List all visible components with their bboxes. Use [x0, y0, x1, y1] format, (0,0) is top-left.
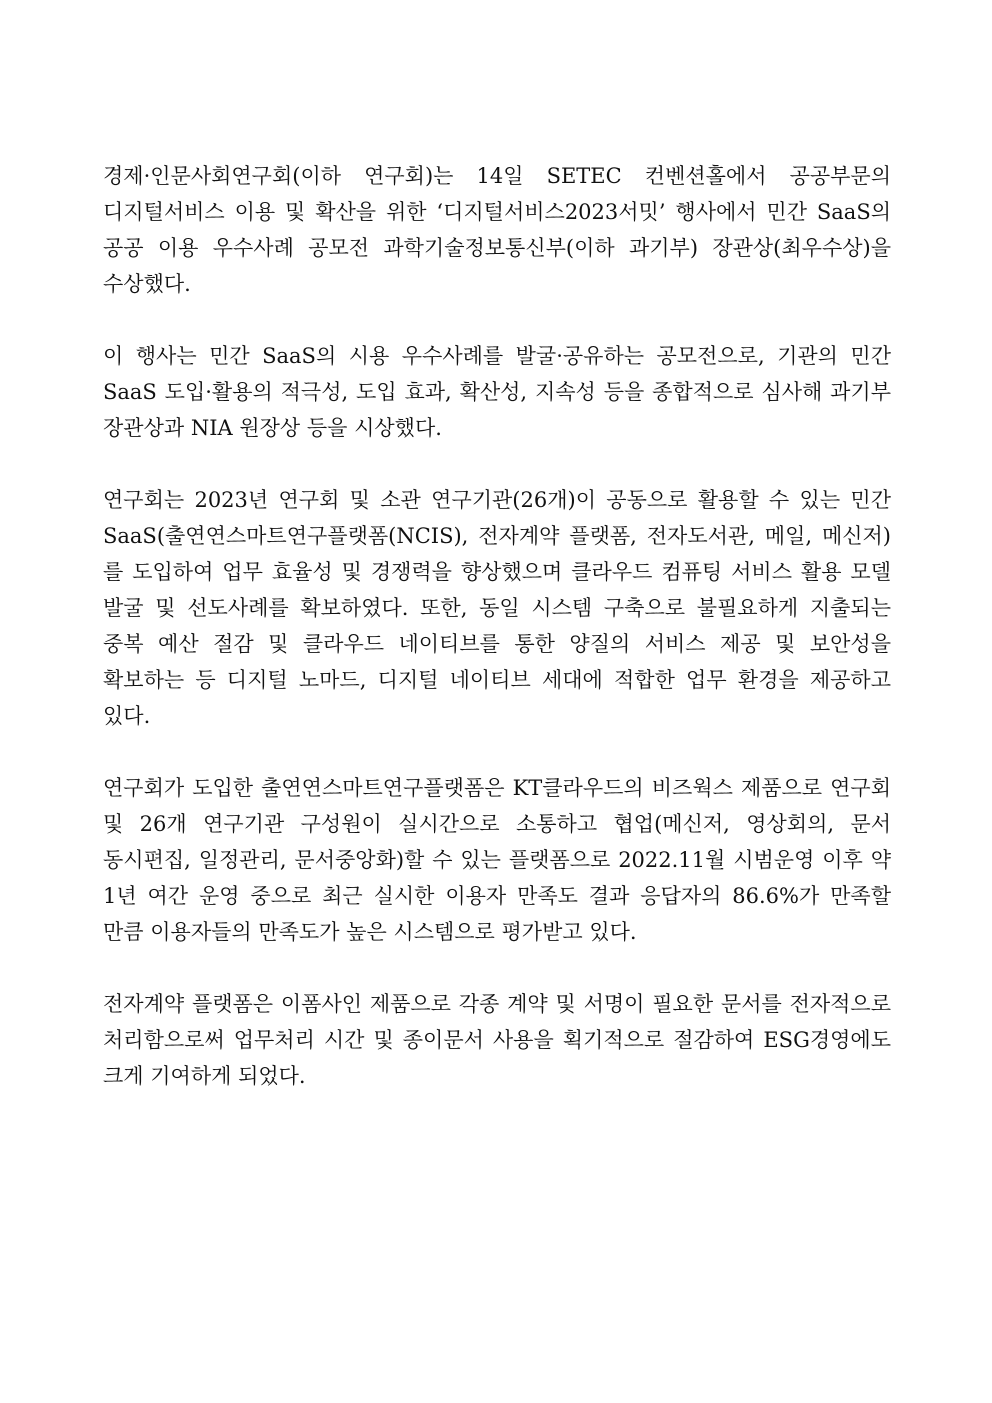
paragraph: 연구회는 2023년 연구회 및 소관 연구기관(26개)이 공동으로 활용할 수 있는 민간 SaaS(출연연스마트연구플랫폼(NCIS), 전자계약 플랫폼, 전자도서관, 메일, 메신저)를 도입하여 업무 효율성 및 경쟁력을 향상했으며 클라우드 컴퓨팅 서비스 활용 모델 발굴 및 선도사례를 확보하였다. 또한, 동일 시스템 구축으로 불필요하게 지출되는 중복 예산 절감 및 클라우드 네이티브를 통한 양질의 서비스 제공 및 보안성을 확보하는 등 디지털 노마드, 디지털 네이티브 세대에 적합한 업무 환경을 제공하고 있다. — [103, 488, 891, 728]
paragraph: 연구회가 도입한 출연연스마트연구플랫폼은 KT클라우드의 비즈웍스 제품으로 연구회 및 26개 연구기관 구성원이 실시간으로 소통하고 협업(메신저, 영상회의, 문서 동시편집, 일정관리, 문서중앙화)할 수 있는 플랫폼으로 2022.11월 시범운영 이후 약 1년 여간 운영 중으로 최근 실시한 이용자 만족도 결과 응답자의 86.6%가 만족할 만큼 이용자들의 만족도가 높은 시스템으로 평가받고 있다. — [103, 776, 891, 944]
paragraph: 경제·인문사회연구회(이하 연구회)는 14일 SETEC 컨벤션홀에서 공공부문의 디지털서비스 이용 및 확산을 위한 ‘디지털서비스2023서밋’ 행사에서 민간 SaaS의 공공 이용 우수사례 공모전 과학기술정보통신부(이하 과기부) 장관상(최우수상)을 수상했다. — [103, 164, 891, 296]
paragraph: 전자계약 플랫폼은 이폼사인 제품으로 각종 계약 및 서명이 필요한 문서를 전자적으로 처리함으로써 업무처리 시간 및 종이문서 사용을 획기적으로 절감하여 ESG경영에도 크게 기여하게 되었다. — [103, 992, 891, 1088]
document-body — [103, 158, 891, 1094]
paragraph: 이 행사는 민간 SaaS의 시용 우수사례를 발굴·공유하는 공모전으로, 기관의 민간 SaaS 도입·활용의 적극성, 도입 효과, 확산성, 지속성 등을 종합적으로 심사해 과기부 장관상과 NIA 원장상 등을 시상했다. — [103, 344, 891, 440]
